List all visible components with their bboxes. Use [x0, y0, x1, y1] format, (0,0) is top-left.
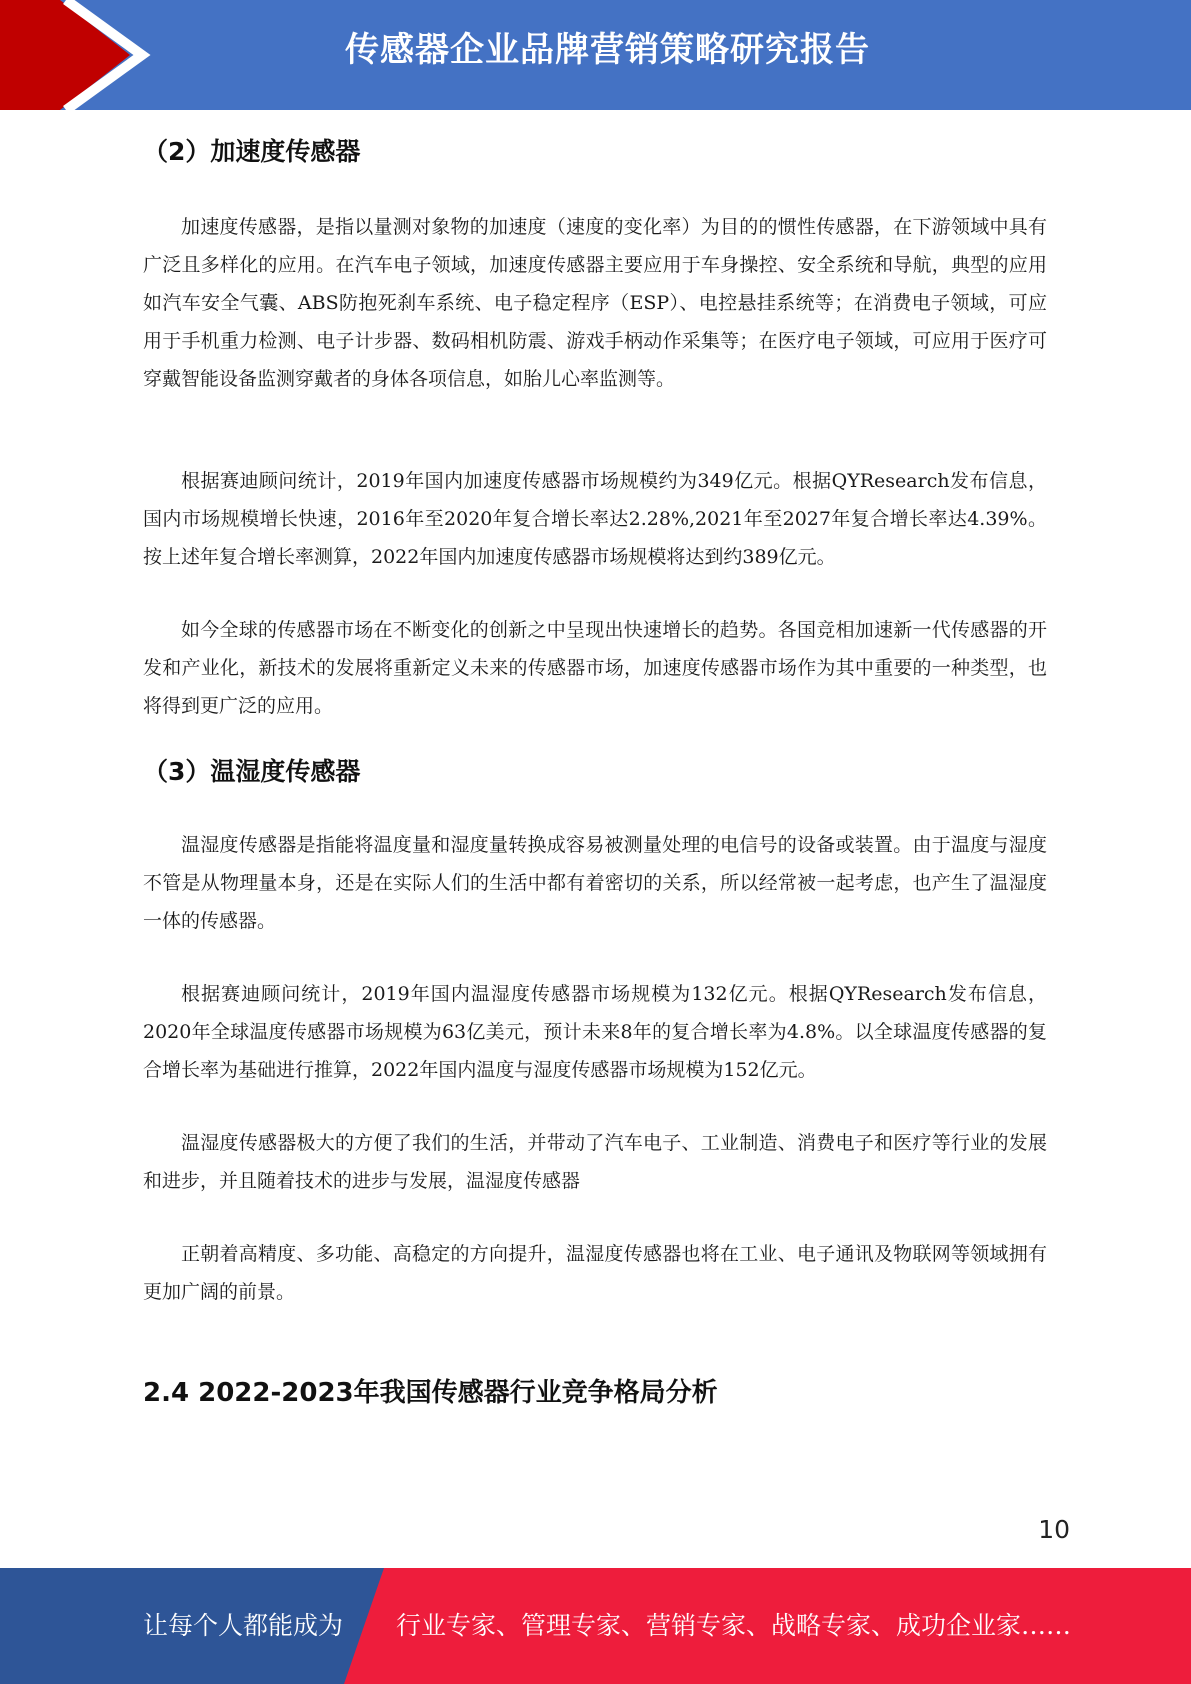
footer-slogan-right: 行业专家、管理专家、营销专家、战略专家、成功企业家…… [396, 1611, 1072, 1640]
footer-slogan-left: 让每个人都能成为 [143, 1611, 344, 1640]
paragraph: 加速度传感器，是指以量测对象物的加速度（速度的变化率）为目的的惯性传感器，在下游领域中具有广泛且多样化的应用。在汽车电子领域，加速度传感器主要应用于车身操控、安全系统和导航，典型的应用如汽车安全气囊、ABS防抱死刹车系统、电子稳定程序（ESP）、电控悬挂系统等；在消费电子领域，可应用于手机重力检测、电子计步器、数码相机防震、游戏手柄动作采集等；在医疗电子领域，可应用于医疗可穿戴智能设备监测穿戴者的身体各项信息，如胎儿心率监测等。 [143, 216, 1047, 390]
page-number: 10 [1038, 1515, 1070, 1544]
section-heading-competition: 2.4 2022-2023年我国传感器行业竞争格局分析 [143, 1378, 718, 1408]
paragraph: 正朝着高精度、多功能、高稳定的方向提升，温湿度传感器也将在工业、电子通讯及物联网等领域拥有更加广阔的前景。 [143, 1243, 1047, 1303]
report-title: 传感器企业品牌营销策略研究报告 [345, 30, 870, 70]
section-heading-humidity: （3）温湿度传感器 [143, 757, 361, 786]
page-footer [0, 1568, 1191, 1684]
paragraph: 温湿度传感器极大的方便了我们的生活，并带动了汽车电子、工业制造、消费电子和医疗等行业的发展和进步，并且随着技术的进步与发展，温湿度传感器 [143, 1132, 1047, 1192]
page-header [0, 0, 1191, 110]
paragraph: 根据赛迪顾问统计，2019年国内加速度传感器市场规模约为349亿元。根据QYResearch发布信息，国内市场规模增长快速，2016年至2020年复合增长率达2.28%,2021年至2027年复合增长率达4.39%。按上述年复合增长率测算，2022年国内加速度传感器市场规模将达到约389亿元。 [143, 470, 1047, 568]
section-heading-accelerometer: （2）加速度传感器 [143, 137, 361, 166]
paragraph: 如今全球的传感器市场在不断变化的创新之中呈现出快速增长的趋势。各国竞相加速新一代传感器的开发和产业化，新技术的发展将重新定义未来的传感器市场，加速度传感器市场作为其中重要的一种类型，也将得到更广泛的应用。 [143, 619, 1047, 717]
paragraph: 温湿度传感器是指能将温度量和湿度量转换成容易被测量处理的电信号的设备或装置。由于温度与湿度不管是从物理量本身，还是在实际人们的生活中都有着密切的关系，所以经常被一起考虑，也产生了温湿度一体的传感器。 [143, 834, 1047, 932]
paragraph: 根据赛迪顾问统计，2019年国内温湿度传感器市场规模为132亿元。根据QYResearch发布信息，2020年全球温度传感器市场规模为63亿美元，预计未来8年的复合增长率为4.8%。以全球温度传感器的复合增长率为基础进行推算，2022年国内温度与湿度传感器市场规模为152亿元。 [143, 983, 1047, 1081]
